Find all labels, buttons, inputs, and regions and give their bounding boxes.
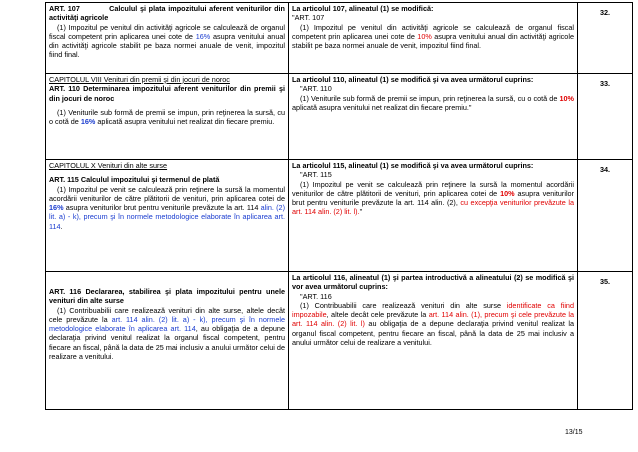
comparison-table-container [45,2,623,410]
reference-highlight: identificate ca fiind impozabile [292,300,574,320]
row-number: 32. [578,3,633,74]
article-quote-start: "ART. 116 [300,291,332,301]
amendment-cell [289,160,578,272]
rate-highlight: 10% [500,188,515,198]
reference-highlight: art. 114 alin. (1), precum şi cele prevăzute la art. 114 alin. (2) lit. l) [292,310,575,329]
amendment-intro: La articolul 110, alineatul (1) se modifică şi va avea următorul cuprins: [292,75,534,84]
row-number: 35. [578,272,633,410]
amendment-intro: La articolul 107, alineatul (1) se modifică: [292,4,434,13]
paragraph: (1) Contribuabilii care realizează venituri din alte surse identificate ca fiind impozabile, altele decât cele prevăzute la art. 114 alin. (1), precum şi cele prevăzute la art. 114 alin. (2) lit. l) au obligaţia de a depune declaraţia privind venitul realizat la organul fiscal competent, pentru fiecare an fiscal, până la data de 25 mai inclusiv a anului următor celui de realizare a venitului. [292,300,575,348]
amendment-cell [289,3,578,74]
paragraph: (1) Impozitul pe venitul din activităţi agricole se calculează de organul fiscal competent prin aplicarea unei cote de 16% asupra venitului anual din activităţi agricole stabilit pe baza normei anuale de venit, impozitul fiind final. [49,22,285,60]
article-quote-start: "ART. 107 [292,13,325,23]
reference-highlight: cu excepţia veniturilor prevăzute la art. 114 alin. (2) lit. l). [292,198,574,217]
chapter-heading: CAPITOLUL X Venituri din alte surse [49,161,168,170]
chapter-heading: CAPITOLUL VIII Venituri din premii şi din jocuri de noroc [49,75,230,84]
row-number: 34. [578,160,633,272]
rate-highlight: 10% [417,31,432,41]
article-heading: ART. 115 Calculul impozitului şi termenul de plată [49,175,220,185]
amendment-intro: La articolul 115, alineatul (1) se modifică şi va avea următorul cuprins: [292,161,534,170]
reference-highlight: art. 114 alin. (2) lit. a) - k), precum şi în normele metodologice elaborate în aplicarea art. 114 [49,314,286,334]
page-number: 13/15 [565,429,583,436]
amendment-cell [289,74,578,160]
comparison-table [45,2,633,410]
table-row [46,272,633,410]
article-quote-start: "ART. 115 [300,170,332,180]
paragraph: (1) Impozitul pe venitul din activităţi agricole se calculează de organul fiscal competent prin aplicarea unei cote de 10% asupra venitului anual din activităţi agricole stabilit pe baza normei anuale de venit, impozitul fiind final. [292,22,574,51]
reference-highlight: alin. (2) lit. a) - k), precum şi în normele metodologice elaborate în aplicarea art. 114 [49,203,285,231]
article-heading: ART. 116 Declararea, stabilirea şi plata impozitului pentru unele venituri din alte surse [49,287,285,306]
rate-highlight: 16% [49,203,64,213]
row-number: 33. [578,74,633,160]
rate-highlight: 10% [559,93,574,103]
current-law-cell [46,74,289,160]
table-row [46,74,633,160]
amendment-intro: La articolul 116, alineatul (1) şi partea introductivă a alineatului (2) se modifică şi vor avea următorul cuprins: [292,273,574,292]
rate-highlight: 16% [80,117,96,127]
paragraph: (1) Impozitul pe venit se calculează prin reţinere la sursă la momentul acordării veniturilor de către plătitorii de venituri, prin aplicarea cotei de 16% asupra veniturilor brut pentru veniturile prevăzute la art. 114 alin. (2) lit. a) - k), precum şi în normele metodologice elaborate în aplicarea art. 114. [49,184,285,231]
current-law-cell [46,272,289,410]
rate-highlight: 16% [195,31,211,41]
paragraph: (1) Contribuabilii care realizează venituri din alte surse, altele decât cele prevăzute la art. 114 alin. (2) lit. a) - k), precum şi în normele metodologice elaborate în aplicarea art. 114, au obligaţia de a depune declaraţia privind venitul realizat la organul fiscal competent, pentru fiecare an fiscal, până la data de 25 mai inclusiv a anului următor celui de realizare a venitului. [49,305,286,362]
paragraph: (1) Impozitul pe venit se calculează prin reţinere la sursă la momentul acordării veniturilor de către plătitorii de venituri, prin aplicarea cotei de 10% asupra veniturilor brut pentru veniturile prevăzute la art. 114 alin. (2), cu excepţia veniturilor prevăzute la art. 114 alin. (2) lit. l)." [292,179,574,217]
paragraph: (1) Veniturile sub formă de premii se impun, prin reţinerea la sursă, cu o cotă de 16% aplicată asupra venitului net realizat din fiecare premiu. [49,107,285,127]
table-row [46,160,633,272]
amendment-cell [289,272,578,410]
table-row [46,3,633,74]
article-heading: ART. 107 Calculul şi plata impozitului aferent veniturilor din activităţi agricole [49,4,285,23]
current-law-cell [46,160,289,272]
current-law-cell [46,3,289,74]
article-heading: ART. 110 Determinarea impozitului aferent veniturilor din premii şi din jocuri de noroc [49,84,285,103]
article-quote-start: "ART. 110 [300,84,332,94]
paragraph: (1) Veniturile sub formă de premii se impun, prin reţinerea la sursă, cu o cotă de 10% aplicată asupra venitului net realizat din fiecare premiu." [292,93,574,112]
